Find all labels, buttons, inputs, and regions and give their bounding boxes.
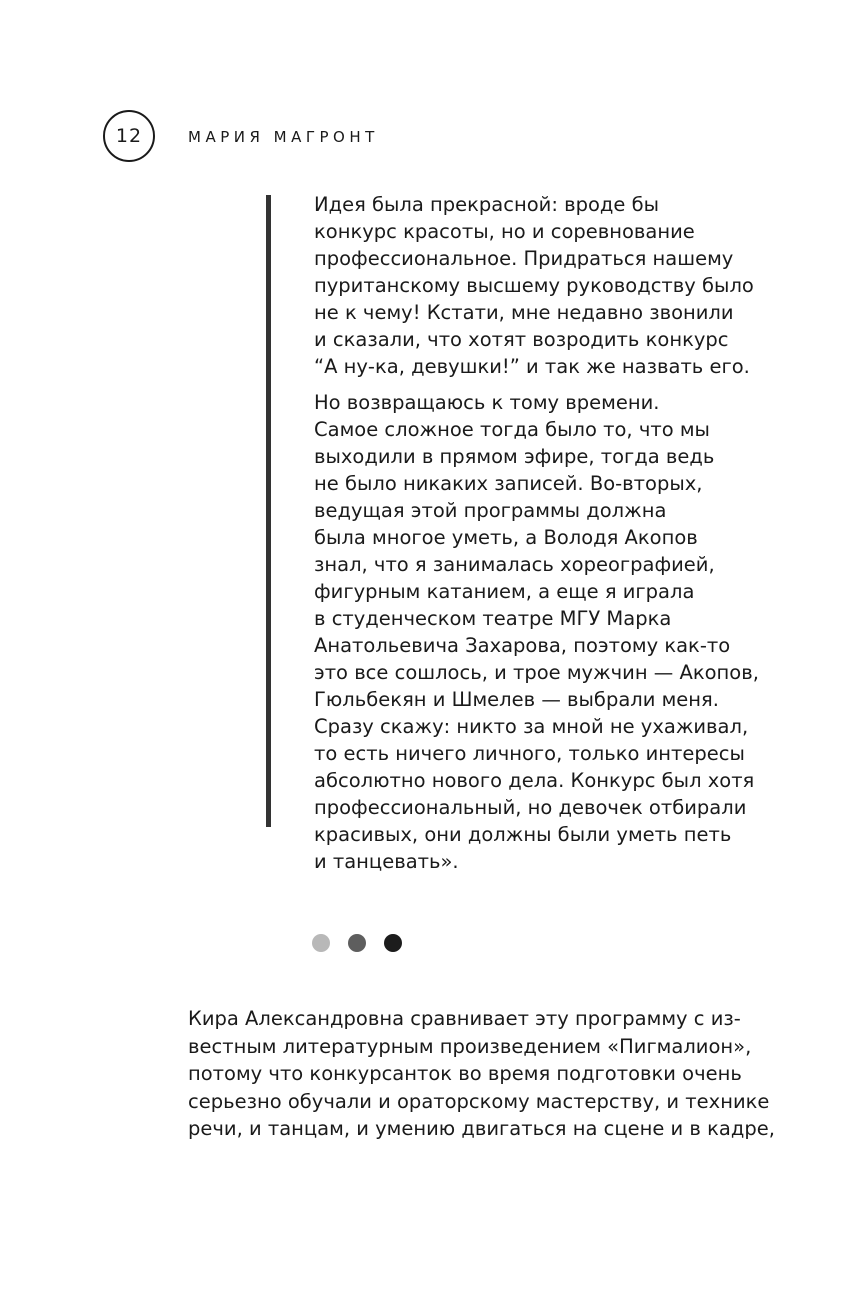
body-paragraph-text xyxy=(188,1005,778,1143)
quote-line: была многое уметь, а Володя Акопов xyxy=(314,526,698,549)
body-line: Кира Александровна сравнивает эту программу с из- xyxy=(188,1007,741,1030)
body-line: речи, и танцам, и умению двигаться на сцене и в кадре, xyxy=(188,1117,775,1140)
body-line: вестным литературным произведением «Пигмалион», xyxy=(188,1034,752,1058)
quote-line: Анатольевича Захарова, поэтому как-то xyxy=(314,634,731,657)
quote-line: Сразу скажу: никто за мной не ухаживал, xyxy=(314,715,749,738)
quote-line: и танцевать». xyxy=(314,850,459,873)
quote-line: то есть ничего личного, только интересы xyxy=(314,742,745,765)
page-number xyxy=(103,110,155,162)
quote-line: не к чему! Кстати, мне недавно звонили xyxy=(314,301,734,324)
running-header-author: МАРИЯ МАГРОНТ xyxy=(188,128,379,146)
quote-rule xyxy=(266,195,271,827)
quote-line: пуританскому высшему руководству было xyxy=(314,274,754,297)
quote-line: это все сошлось, и трое мужчин — Акопов, xyxy=(314,661,759,684)
separator-dot-dark xyxy=(384,934,402,952)
quote-line: профессиональное. Придраться нашему xyxy=(314,247,734,270)
quote-line: фигурным катанием, а еще я играла xyxy=(314,580,695,603)
quote-line: конкурс красоты, но и соревнование xyxy=(314,220,695,243)
quote-line: красивых, они должны были уметь петь xyxy=(314,823,732,846)
quote-line: профессиональный, но девочек отбирали xyxy=(314,796,747,819)
quote-line: в студенческом театре МГУ Марка xyxy=(314,607,672,630)
body-paragraph xyxy=(188,1005,778,1143)
body-line: серьезно обучали и ораторскому мастерству, и технике xyxy=(188,1089,770,1113)
quote-block xyxy=(314,191,784,875)
quote-paragraph-1 xyxy=(314,191,784,380)
quote-line: ведущая этой программы должна xyxy=(314,499,667,522)
body-line: потому что конкурсанток во время подготовки очень xyxy=(188,1062,742,1085)
separator-dot-medium xyxy=(348,934,366,952)
quote-line: Но возвращаюсь к тому времени. xyxy=(314,391,660,414)
quote-line: знал, что я занималась хореографией, xyxy=(314,553,715,576)
quote-line: не было никаких записей. Во-вторых, xyxy=(314,472,703,495)
quote-line: “А ну-ка, девушки!” и так же назвать его. xyxy=(314,355,750,378)
quote-line: и сказали, что хотят возродить конкурс xyxy=(314,328,729,351)
quote-paragraph-2 xyxy=(314,389,784,875)
quote-line: Идея была прекрасной: вроде бы xyxy=(314,193,660,216)
quote-line: Самое сложное тогда было то, что мы xyxy=(314,418,710,441)
quote-line: абсолютно нового дела. Конкурс был хотя xyxy=(314,769,755,792)
page-number-text: 12 xyxy=(115,125,143,147)
separator-dot-light xyxy=(312,934,330,952)
quote-line: Гюльбекян и Шмелев — выбрали меня. xyxy=(314,688,719,711)
quote-line: выходили в прямом эфире, тогда ведь xyxy=(314,445,715,468)
